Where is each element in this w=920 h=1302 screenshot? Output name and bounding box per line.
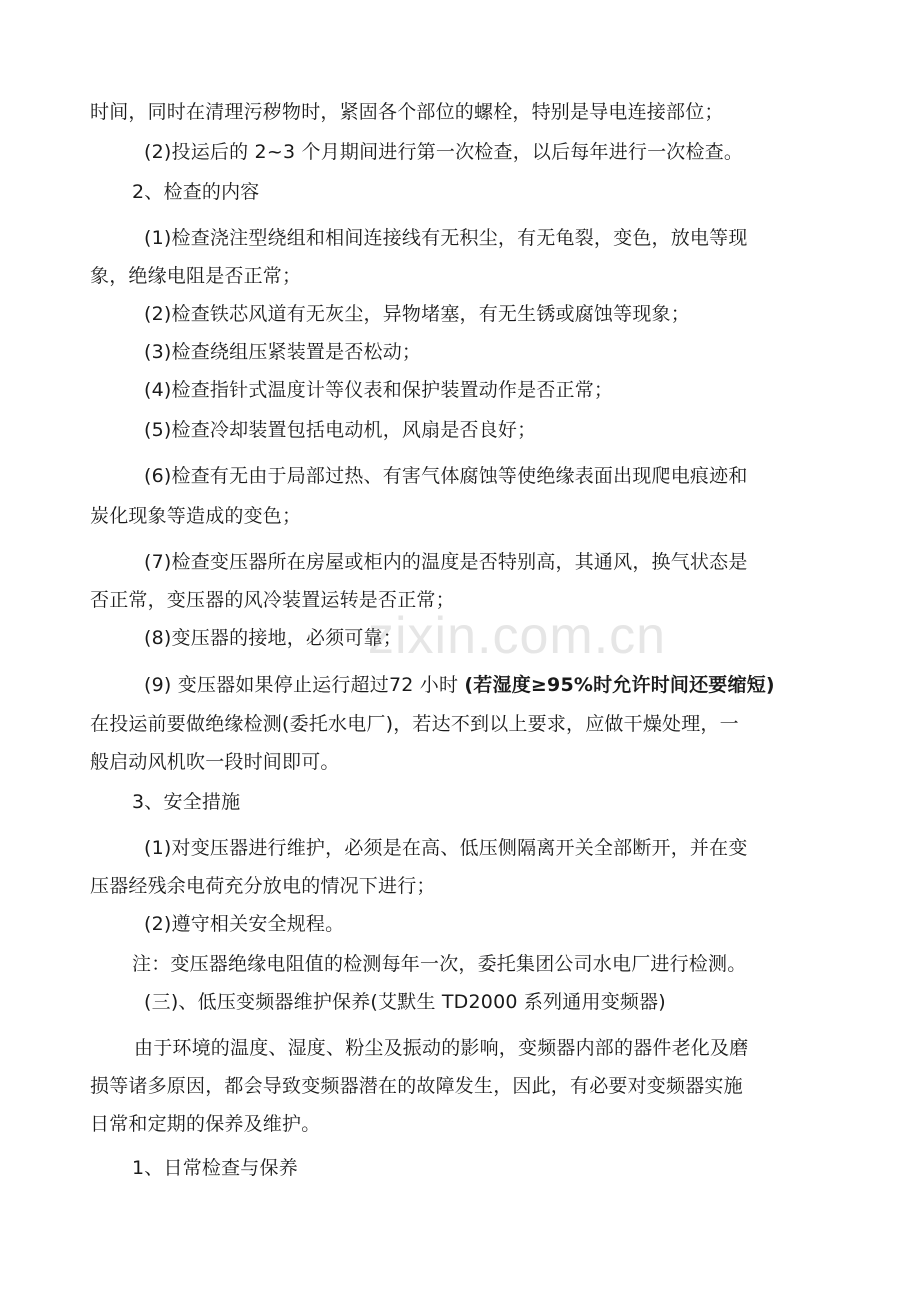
paragraph-line: 般启动风机吹一段时间即可。 [90,751,340,773]
normal-text: (9) 变压器如果停止运行超过72 小时 [144,674,465,696]
section-heading: 2、检查的内容 [132,181,260,203]
paragraph-line: 时间，同时在清理污秽物时，紧固各个部位的螺栓，特别是导电连接部位； [90,101,724,123]
paragraph-line: 象，绝缘电阻是否正常； [90,265,302,287]
section-heading: 3、安全措施 [132,791,241,813]
paragraph-line: 日常和定期的保养及维护。 [90,1113,321,1135]
paragraph-line: 由于环境的温度、湿度、粉尘及振动的影响，变频器内部的器件老化及磨 [134,1037,749,1059]
paragraph-line: 在投运前要做绝缘检测(委托水电厂)，若达不到以上要求，应做干燥处理，一 [90,713,739,735]
paragraph-line: 损等诸多原因，都会导致变频器潜在的故障发生，因此，有必要对变频器实施 [90,1075,743,1097]
section-heading: 1、日常检查与保养 [132,1157,298,1179]
paragraph-line: 否正常，变压器的风冷装置运转是否正常； [90,589,455,611]
paragraph-line: (1)对变压器进行维护，必须是在高、低压侧隔离开关全部断开，并在变 [144,837,748,859]
paragraph-line: (2)检查铁芯风道有无灰尘，异物堵塞，有无生锈或腐蚀等现象； [144,303,690,325]
paragraph-line: (4)检查指针式温度计等仪表和保护装置动作是否正常； [144,379,614,401]
paragraph-line: (6)检查有无由于局部过热、有害气体腐蚀等使绝缘表面出现爬电痕迹和 [144,465,748,487]
watermark: zixin.com.cn [368,607,667,665]
paragraph-line [144,673,775,697]
paragraph-line: 压器经残余电荷充分放电的情况下进行； [90,875,436,897]
paragraph-line: (2)投运后的 2~3 个月期间进行第一次检查，以后每年进行一次检查。 [144,141,744,163]
paragraph-line: 炭化现象等造成的变色； [90,505,302,527]
paragraph-line: (1)检查浇注型绕组和相间连接线有无积尘，有无龟裂，变色，放电等现 [144,227,748,249]
paragraph-line: (8)变压器的接地，必须可靠； [144,627,402,649]
paragraph-line: (5)检查冷却装置包括电动机，风扇是否良好； [144,419,537,441]
note-line: 注：变压器绝缘电阻值的检测每年一次，委托集团公司水电厂进行检测。 [132,953,747,975]
paragraph-line: (3)检查绕组压紧装置是否松动； [144,341,422,363]
paragraph-line: (2)遵守相关安全规程。 [144,913,345,935]
paragraph-line: (7)检查变压器所在房屋或柜内的温度是否特别高，其通风，换气状态是 [144,551,748,573]
section-heading: (三)、低压变频器维护保养(艾默生 TD2000 系列通用变频器) [144,991,666,1013]
bold-note: (若湿度≥95%时允许时间还要缩短) [464,674,775,696]
